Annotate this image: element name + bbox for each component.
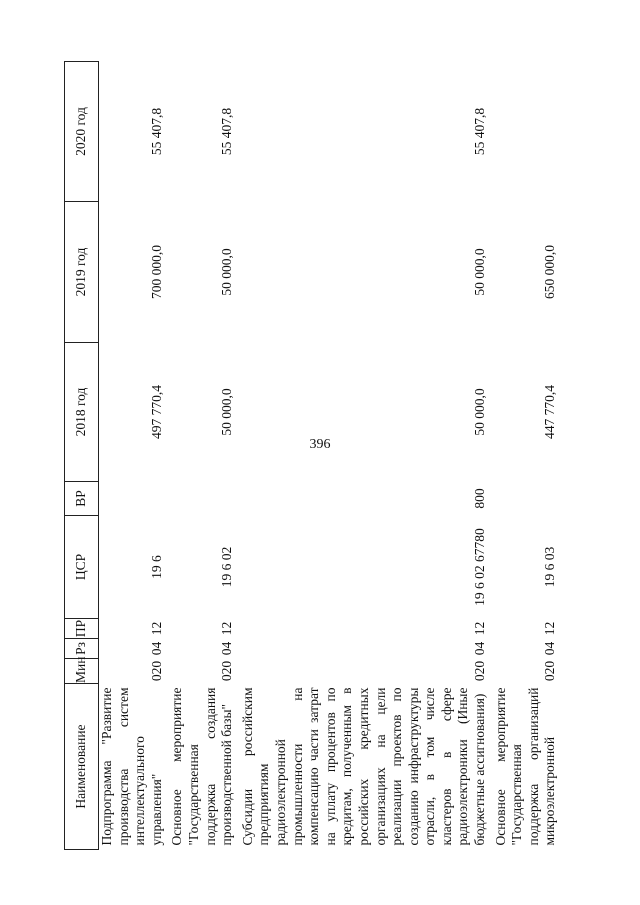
table-row [240, 62, 493, 850]
page-number: 396 [309, 437, 331, 452]
row-pr: 12 [148, 621, 164, 636]
header-2018: 2018 год [65, 343, 99, 482]
row-min: 020 [472, 660, 488, 682]
header-name: Наименование [65, 684, 99, 850]
row-2018: 50 000,0 [219, 388, 235, 436]
row-2020: 55 407,8 [148, 107, 164, 156]
row-name: Основное мероприятие "Государственная поддержка создания производственной базы" [169, 687, 235, 846]
table-row [169, 62, 239, 850]
row-rz: 04 [472, 641, 488, 656]
row-vr [493, 482, 563, 516]
row-2018: 497 770,4 [148, 385, 164, 439]
row-min: 020 [219, 660, 235, 682]
header-pr: ПР [65, 619, 99, 639]
row-rz: 04 [219, 641, 235, 656]
budget-table [64, 61, 563, 850]
row-2019: 50 000,0 [219, 248, 235, 296]
row-pr: 12 [542, 621, 558, 636]
row-2020: 55 407,8 [472, 107, 488, 156]
header-csr: ЦСР [65, 516, 99, 619]
row-2018: 50 000,0 [472, 388, 488, 436]
row-2018: 447 770,4 [542, 385, 558, 439]
row-name: Подпрограмма "Развитие производства систем интеллектуального управления" [99, 687, 164, 846]
table-header-row [65, 62, 99, 850]
header-2020: 2020 год [65, 62, 99, 202]
table-row [99, 62, 170, 850]
row-min: 020 [148, 660, 164, 682]
row-rz: 04 [148, 641, 164, 656]
rotated-table-frame [64, 62, 604, 850]
header-vr: ВР [65, 482, 99, 516]
row-vr [99, 482, 170, 516]
row-2019: 700 000,0 [148, 245, 164, 299]
header-rz: Рз [65, 639, 99, 659]
row-csr: 19 6 02 67780 [472, 528, 488, 606]
row-pr: 12 [472, 621, 488, 636]
row-name: Основное мероприятие "Государственная поддержка организаций микроэлектронной [492, 687, 558, 846]
table-row [493, 62, 563, 850]
row-min: 020 [542, 660, 558, 682]
row-2019: 50 000,0 [472, 248, 488, 296]
header-min: Мин [65, 659, 99, 684]
row-2019: 650 000,0 [542, 245, 558, 299]
row-name: Субсидии российским предприятиям радиоэлектронной промышленности на компенсацию части затрат на уплату процентов по кредитам, полученным в российских кредитных организациях на цели реализации проектов по созданию инфраструктуры отрасли, в том числе кластеров в сфере радиоэлектроники (Иные бюджетные ассигнования) [239, 687, 488, 846]
row-csr: 19 6 02 [219, 546, 235, 588]
row-2020: 55 407,8 [219, 107, 235, 156]
row-2020 [493, 62, 563, 202]
header-2019: 2019 год [65, 202, 99, 343]
row-pr: 12 [219, 621, 235, 636]
row-csr: 19 6 03 [542, 546, 558, 588]
row-rz: 04 [542, 641, 558, 656]
row-csr: 19 6 [148, 555, 164, 579]
row-vr: 800 [472, 488, 488, 509]
row-vr [169, 482, 239, 516]
